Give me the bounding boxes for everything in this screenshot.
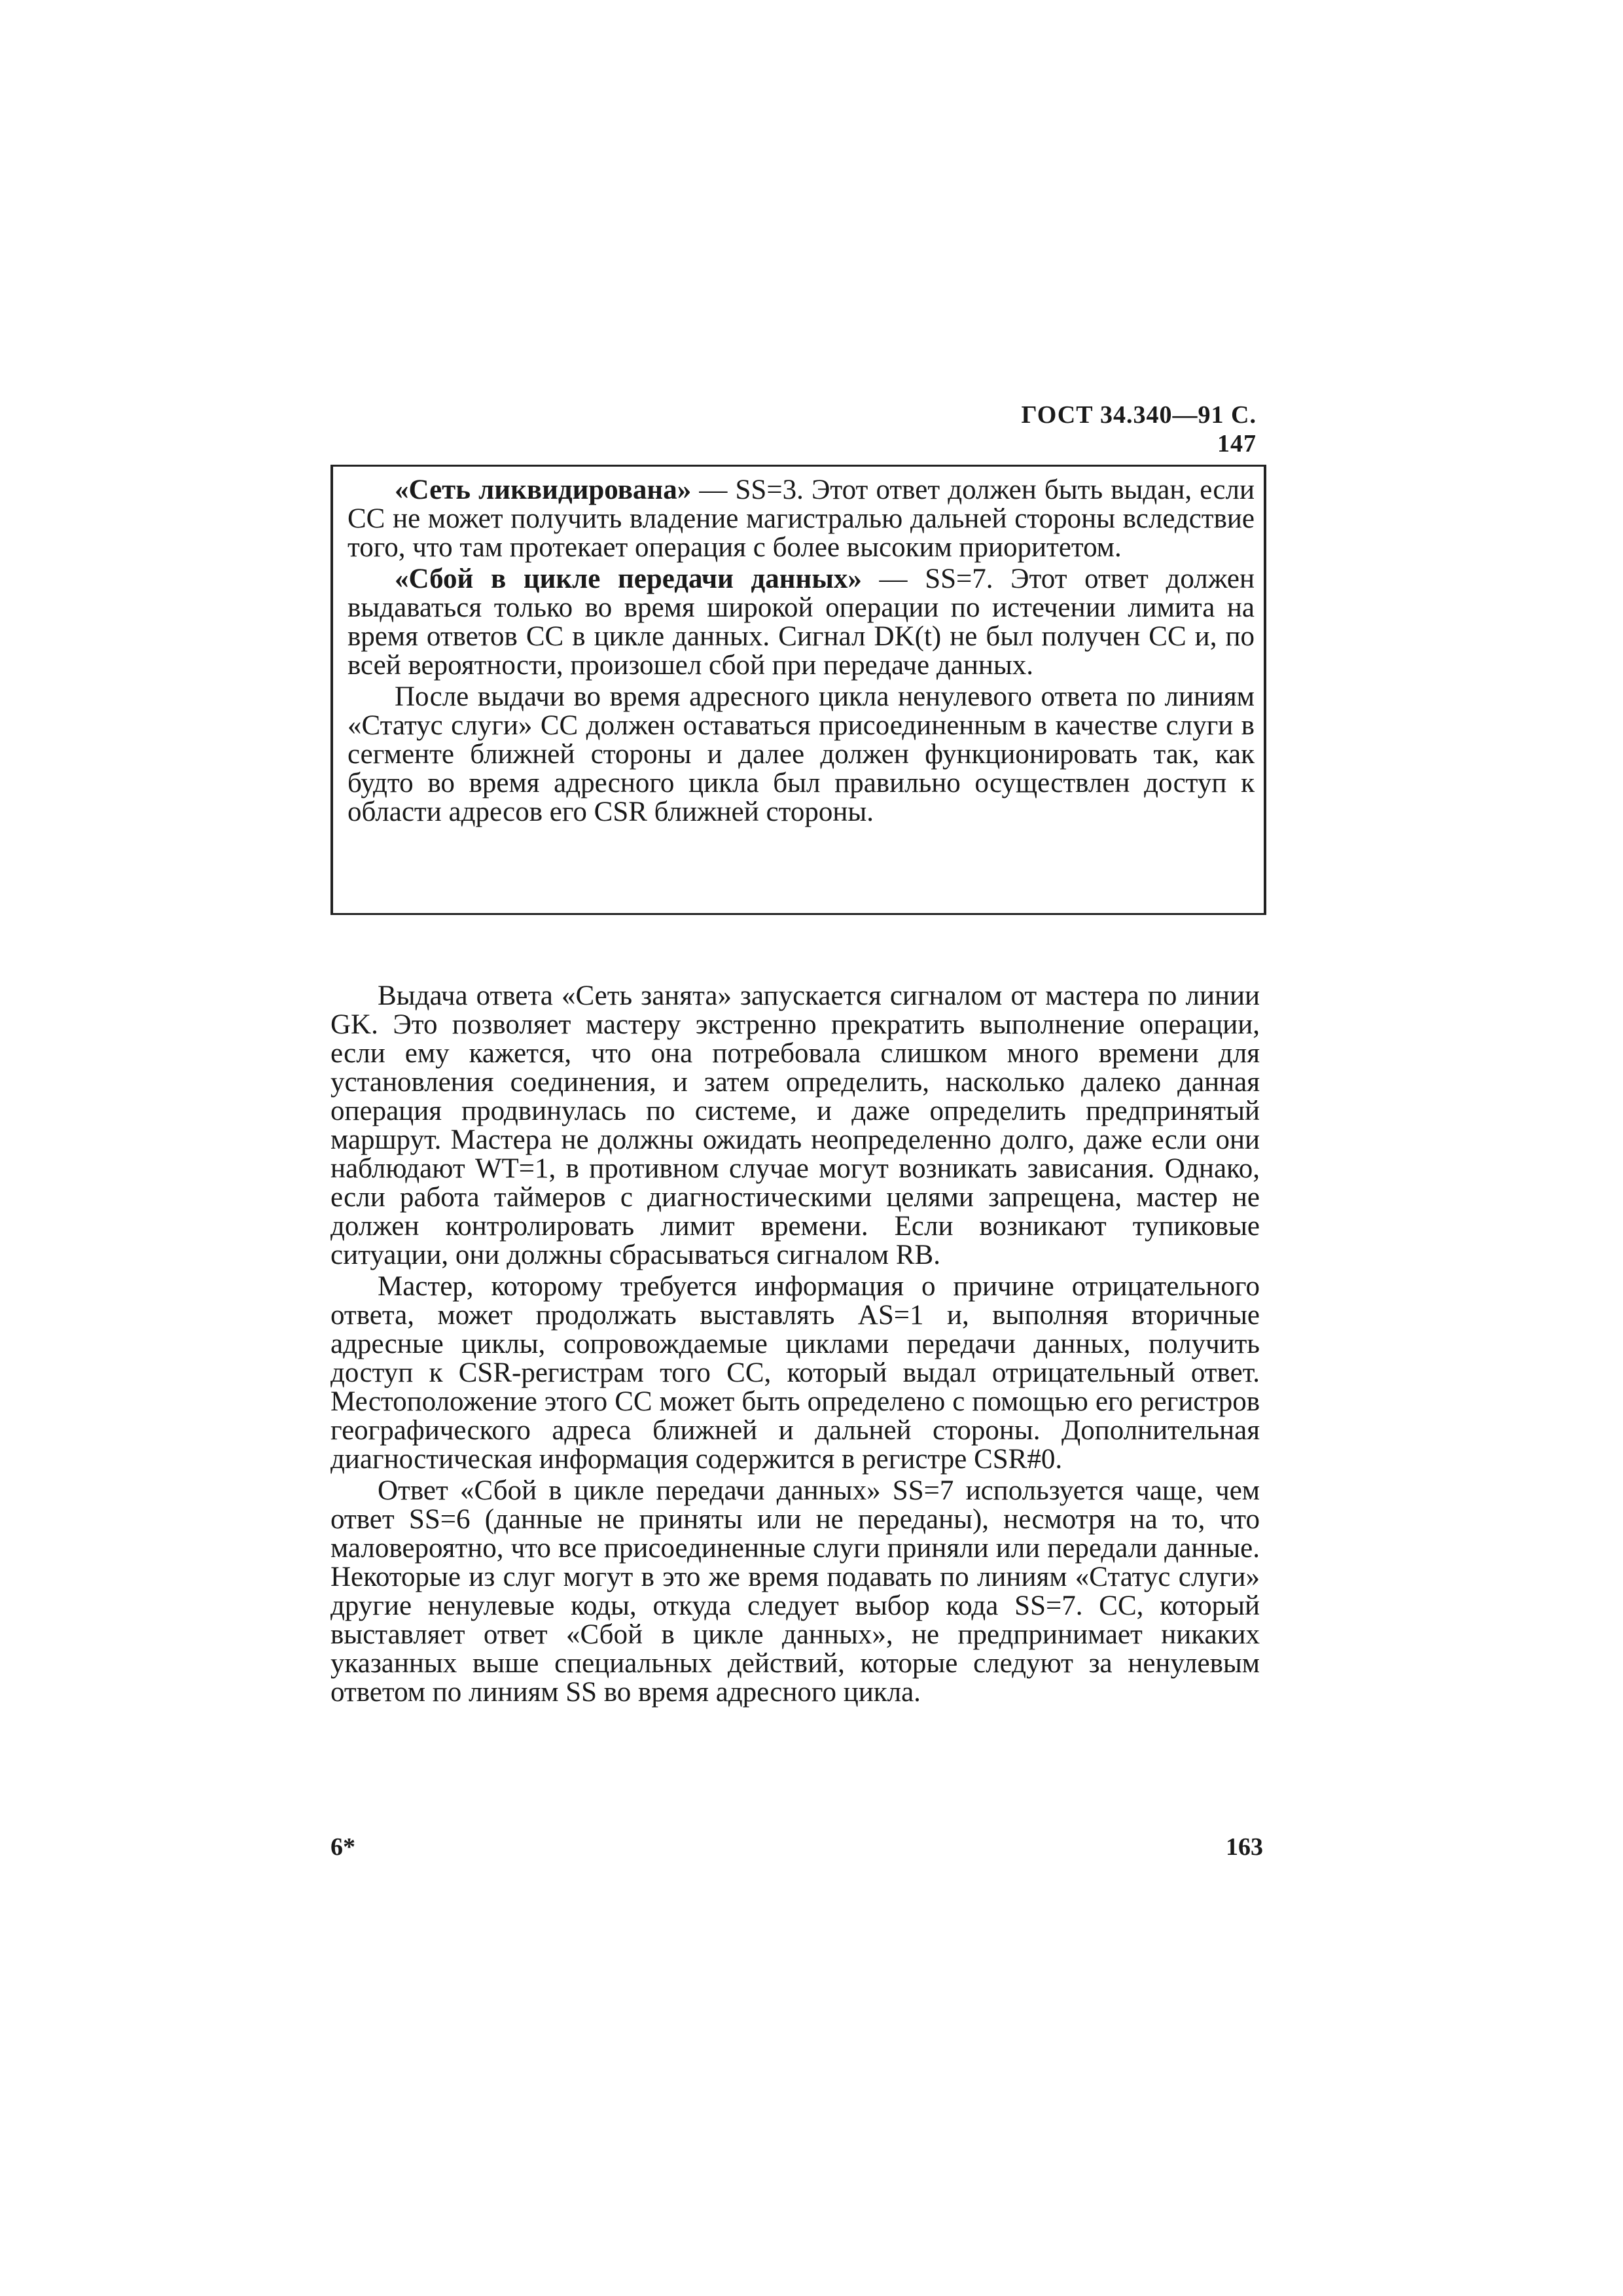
boxed-paragraph	[348, 683, 1255, 827]
main-text	[330, 982, 1260, 1707]
paragraph-text: — SS=3. Этот ответ должен быть выдан, если СС не может получить владение магистралью дальней стороны вследствие того, что там протекает операция с более высоким приоритетом.	[348, 475, 1255, 563]
term: «Сеть ликвидирована»	[395, 475, 692, 505]
body-paragraph: Мастер, которому требуется информация о причине отрицательного ответа, может продолжать выставлять AS=1 и, выполняя вторичные адресные циклы, сопровождаемые циклами передачи данных, получить доступ к CSR-регистрам того СС, который выдал отрицательный ответ. Местоположение этого СС может быть определено с помощью его регистров географического адреса ближней и дальней стороны. Дополнительная диагностическая информация содержится в регистре CSR#0.	[330, 1271, 1260, 1475]
body-paragraph: Выдача ответа «Сеть занята» запускается сигналом от мастера по линии GK. Это позволяет мастеру экстренно прекратить выполнение операции, если ему кажется, что она потребовала слишком много времени для установления соединения, и затем определить, насколько далеко данная операция продвинулась по системе, и даже определить предпринятый маршрут. Мастера не должны ожидать неопределенно долго, даже если они наблюдают WT=1, в противном случае могут возникать зависания. Однако, если работа таймеров с диагностическими целями запрещена, мастер не должен контролировать лимит времени. Если возникают тупиковые ситуации, они должны сбрасываться сигналом RB.	[330, 980, 1260, 1270]
boxed-section	[330, 465, 1266, 915]
boxed-paragraph	[348, 565, 1255, 680]
paragraph-text: После выдачи во время адресного цикла ненулевого ответа по линиям «Статус слуги» СС должен оставаться присоединенным в качестве слуги в сегменте ближней стороны и далее должен функционировать так, как будто во время адресного цикла был правильно осуществлен доступ к области адресов его CSR ближней стороны.	[348, 681, 1255, 827]
term: «Сбой в цикле передачи данных»	[395, 564, 862, 594]
printer-signature: 6*	[330, 1833, 355, 1861]
boxed-paragraph	[348, 476, 1255, 562]
page-number: 163	[1226, 1833, 1263, 1861]
paragraph-text: — SS=7. Этот ответ должен выдаваться только во время широкой операции по истечении лимита на время ответов СС в цикле данных. Сигнал DK(t) не был получен СС и, по всей вероятности, произошел сбой при передаче данных.	[348, 564, 1255, 681]
running-title: ГОСТ 34.340—91 С. 147	[1021, 401, 1257, 457]
body-paragraph: Ответ «Сбой в цикле передачи данных» SS=7 используется чаще, чем ответ SS=6 (данные не приняты или не переданы), несмотря на то, что маловероятно, что все присоединенные слуги приняли или передали данные. Некоторые из слуг могут в это же время подавать по линиям «Статус слуги» другие ненулевые коды, откуда следует выбор кода SS=7. СС, который выставляет ответ «Сбой в цикле данных», не предпринимает никаких указанных выше специальных действий, которые следуют за ненулевым ответом по линиям SS во время адресного цикла.	[330, 1475, 1260, 1708]
